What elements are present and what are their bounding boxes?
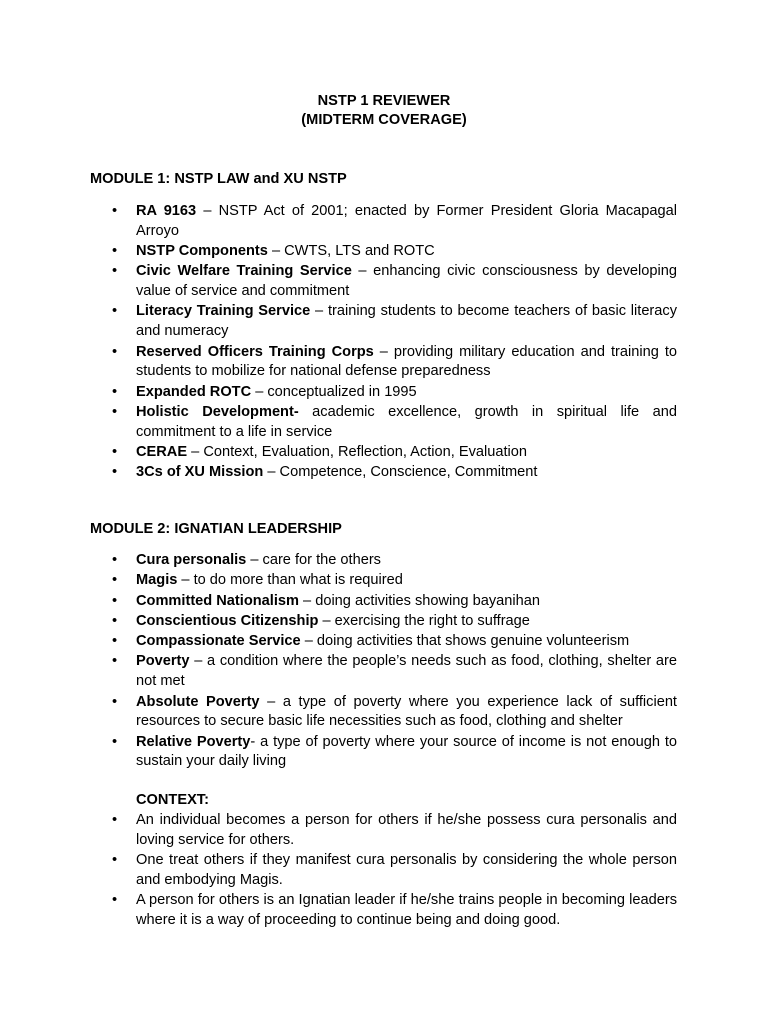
- module-1-list: [0, 202, 677, 484]
- list-item: • An individual becomes a person for others if he/she possess cura personalis and loving service for others.: [0, 811, 677, 851]
- module-2-list: [0, 551, 677, 773]
- item-term: Compassionate Service: [136, 633, 301, 650]
- item-desc: – to do more than what is required: [177, 572, 403, 589]
- item-term: Expanded ROTC: [136, 383, 252, 400]
- list-item: [0, 343, 677, 383]
- list-item: [0, 733, 677, 773]
- list-item: [0, 202, 677, 242]
- item-desc: – care for the others: [246, 552, 381, 568]
- title-line-2: (MIDTERM COVERAGE): [301, 112, 467, 128]
- item-desc: – enhancing civic consciousness by developing value of service and commitment: [136, 263, 677, 300]
- item-desc: – conceptualized in 1995: [251, 383, 417, 400]
- item-desc: – a type of poverty where you experience lack of sufficient resources to secure basic life necessities such as food, clothing and shelter: [136, 693, 677, 730]
- item-term: Poverty: [136, 653, 190, 670]
- item-desc: – NSTP Act of 2001; enacted by Former President Gloria Macapagal Arroyo: [136, 203, 677, 239]
- item-term: Conscientious Citizenship: [136, 612, 319, 629]
- item-term: RA 9163: [136, 203, 197, 219]
- list-item: [0, 652, 677, 692]
- item-desc: – CWTS, LTS and ROTC: [267, 243, 435, 260]
- list-item: [0, 463, 677, 483]
- item-desc: – providing military education and training to students to mobilize for national defense preparedness: [136, 343, 677, 380]
- item-desc: – doing activities that shows genuine volunteerism: [300, 633, 630, 650]
- list-item: [0, 383, 677, 403]
- item-desc: – Competence, Conscience, Commitment: [263, 464, 538, 481]
- list-item: [0, 403, 677, 443]
- list-item: [0, 443, 677, 463]
- item-term: Cura personalis: [136, 552, 247, 568]
- list-item: [0, 612, 677, 632]
- title-line-1: NSTP 1 REVIEWER: [317, 93, 451, 109]
- item-desc: – doing activities showing bayanihan: [298, 592, 540, 609]
- list-item: [0, 693, 677, 733]
- list-item: [0, 592, 677, 612]
- item-term: Reserved Officers Training Corps: [136, 343, 374, 360]
- module-2-heading: MODULE 2: IGNATIAN LEADERSHIP: [90, 521, 342, 537]
- list-item: [0, 262, 677, 302]
- item-term: Civic Welfare Training Service: [136, 263, 352, 280]
- list-item: [0, 551, 677, 571]
- list-item: [0, 571, 677, 591]
- item-desc: academic excellence, growth in spiritual life and commitment to a life in service: [136, 403, 678, 440]
- item-term: CERAE: [136, 444, 188, 461]
- item-term: Absolute Poverty: [136, 693, 260, 710]
- list-item: [0, 302, 677, 342]
- module-1-heading: MODULE 1: NSTP LAW and XU NSTP: [90, 171, 347, 187]
- item-desc: – training students to become teachers of basic literacy and numeracy: [136, 303, 678, 340]
- item-desc: - a type of poverty where your source of income is not enough to sustain your daily living: [136, 733, 677, 770]
- list-item: • A person for others is an Ignatian leader if he/she trains people in becoming leaders where it is a way of proceeding to continue being and doing good.: [0, 891, 677, 931]
- list-item: [0, 242, 677, 262]
- item-desc: – exercising the right to suffrage: [318, 612, 530, 629]
- item-term: Holistic Development-: [136, 403, 299, 420]
- item-desc: – a condition where the people’s needs such as food, clothing, shelter are not met: [136, 653, 677, 690]
- context-list: [0, 811, 677, 931]
- item-term: Relative Poverty: [136, 733, 251, 750]
- list-item: [0, 632, 677, 652]
- item-term: Literacy Training Service: [136, 303, 311, 320]
- item-term: Committed Nationalism: [136, 592, 299, 609]
- document-title: [0, 92, 768, 130]
- item-term: Magis: [136, 572, 178, 589]
- item-term: NSTP Components: [136, 243, 268, 260]
- item-desc: – Context, Evaluation, Reflection, Action, Evaluation: [187, 444, 528, 461]
- list-item: • One treat others if they manifest cura personalis by considering the whole person and embodying Magis.: [0, 851, 677, 891]
- item-term: 3Cs of XU Mission: [136, 464, 264, 481]
- context-label: CONTEXT:: [136, 792, 209, 808]
